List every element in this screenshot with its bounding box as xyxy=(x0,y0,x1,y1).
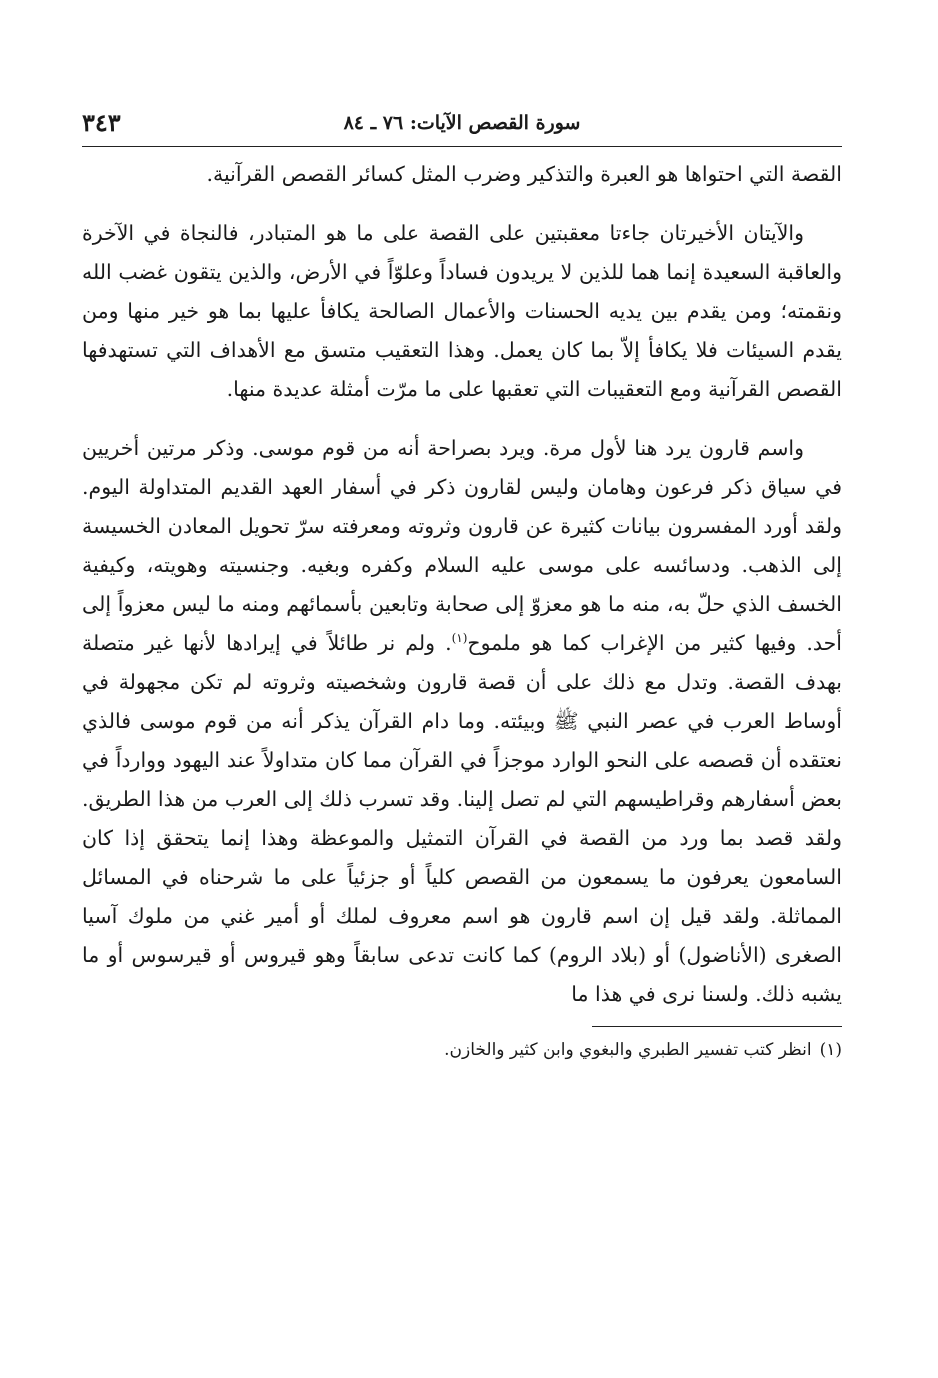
body-text xyxy=(82,155,842,1014)
page-number: ٣٤٣ xyxy=(82,108,121,137)
paragraph-qarun-part2: . ولم نر طائلاً في إيرادها لأنها غير متصلة بهدف القصة. وتدل مع ذلك على أن قصة قارون وشخصيته وثروته لم تكن مجهولة في أوساط العرب في عصر النبي ﷺ وبيئته. وما دام القرآن يذكر أنه من قوم موسى فالذي نعتقده أن قصصه على النحو الوارد موجزاً في القرآن مما كان متداولاً عند اليهود ووارداً في بعض أسفارهم وقراطيسهم التي لم تصل إلينا. وقد تسرب ذلك إلى العرب من هذا الطريق. ولقد قصد بما ورد من القصة في القرآن التمثيل والموعظة وهذا إنما يتحقق إذا كان السامعون يعرفون ما يسمعون من القصص كلياً أو جزئياً على ما شرحناه في المسائل المماثلة. ولقد قيل إن اسم قارون هو اسم معروف لملك أو أمير غني من ملوك آسيا الصغرى (الأناضول) أو (بلاد الروم) كما كانت تدعى سابقاً وهو قيروس أو قيرسوس أو ما يشبه ذلك. ولسنا نرى في هذا ما xyxy=(82,631,843,1006)
footnote-divider xyxy=(592,1026,842,1027)
footnote-marker: (١) xyxy=(819,1040,842,1060)
paragraph-qarun-part1: واسم قارون يرد هنا لأول مرة. ويرد بصراحة أنه من قوم موسى. وذكر مرتين أخريين في سياق ذكر فرعون وهامان وليس لقارون ذكر في أسفار العهد القديم المتداولة اليوم. ولقد أورد المفسرون بيانات كثيرة عن قارون وثروته ومعرفته سرّ تحويل المعادن الخسيسة إلى الذهب. ودسائسه على موسى عليه السلام وكفره وبغيه. وجنسيته وهويته، وكيفية الخسف الذي حلّ به، منه ما هو معزوّ إلى صحابة وتابعين بأسمائهم ومنه ما ليس معزواً إلى أحد. وفيها كثير من الإغراب كما هو ملموح xyxy=(82,436,843,655)
paragraph-qarun xyxy=(82,429,842,1014)
paragraph-continuation: القصة التي احتواها هو العبرة والتذكير وضرب المثل كسائر القصص القرآنية. xyxy=(206,162,842,186)
book-page xyxy=(82,104,842,1065)
paragraph-commentary: والآيتان الأخيرتان جاءتا معقبتين على القصة على ما هو المتبادر، فالنجاة في الآخرة والعاقبة السعيدة إنما هما للذين لا يريدون فساداً وعلوّاً في الأرض، والذين يتقون غضب الله ونقمته؛ ومن يقدم بين يديه الحسنات والأعمال الصالحة يكافأ عليها بما هو خير منها ومن يقدم السيئات فلا يكافأ إلاّ بما كان يعمل. وهذا التعقيب متسق مع الأهداف التي تستهدفها القصص القرآنية ومع التعقيبات التي تعقبها على ما مرّت أمثلة عديدة منها. xyxy=(82,221,842,401)
footnote xyxy=(82,1035,842,1065)
footnote-text: انظر كتب تفسير الطبري والبغوي وابن كثير والخازن. xyxy=(444,1040,812,1060)
footnote-reference: (١) xyxy=(451,631,468,646)
header-title: سورة القصص الآيات: ٧٦ ـ ٨٤ xyxy=(343,112,581,134)
running-header xyxy=(82,104,842,147)
